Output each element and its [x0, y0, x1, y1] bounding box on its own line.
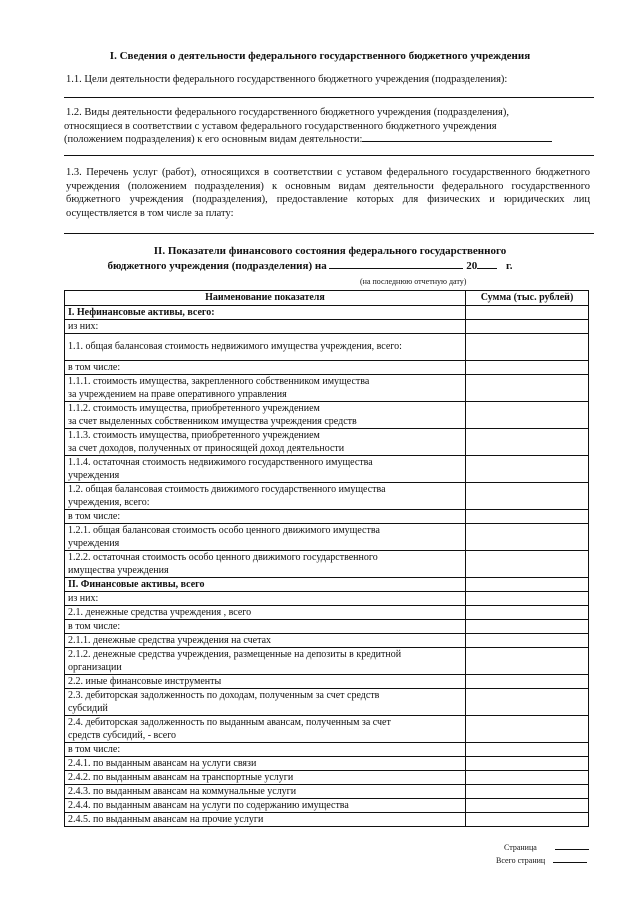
table-row [65, 771, 589, 785]
year-prefix: 20 [466, 260, 478, 272]
table-row [65, 456, 589, 483]
indicator-name-cell [65, 510, 466, 524]
table-header-row [65, 291, 589, 306]
indicator-name-cell [65, 361, 466, 375]
indicator-name-cell [65, 375, 466, 402]
indicator-name-cell [65, 306, 466, 320]
indicator-name-cell [65, 592, 466, 606]
sum-value-cell[interactable] [466, 689, 589, 716]
indicator-name-line: за счет выделенных собственником имущества учреждения средств [68, 416, 357, 427]
sum-value-cell[interactable] [466, 402, 589, 429]
footer-page [504, 843, 589, 852]
footer-page-fill [555, 849, 589, 850]
indicator-name-line: учреждения, всего: [68, 497, 150, 508]
indicator-name-line: 1.1.1. стоимость имущества, закрепленного собственником имущества [68, 376, 370, 387]
footer-total-label: Всего страниц [496, 856, 546, 865]
indicator-name-line: 2.4.3. по выданным авансам на коммунальные услуги [68, 786, 297, 797]
section1-title: I. Сведения о деятельности федерального государственного бюджетного учреждения [109, 50, 531, 62]
sum-value-cell[interactable] [466, 592, 589, 606]
indicator-name-line: 2.1.2. денежные средства учреждения, размещенные на депозиты в кредитной [68, 649, 402, 660]
sum-value-cell[interactable] [466, 429, 589, 456]
table-row [65, 510, 589, 524]
indicator-name-cell [65, 620, 466, 634]
sum-value-cell[interactable] [466, 456, 589, 483]
paragraph-1-2 [66, 106, 592, 147]
footer-total-fill [553, 862, 587, 863]
indicator-name-line: 2.4. дебиторская задолженность по выданным авансам, полученным за счет [68, 717, 391, 728]
indicator-name-line: организации [68, 662, 122, 673]
paragraph-1-1: 1.1. Цели деятельности федерального государственного бюджетного учреждения (подразделения): [66, 74, 508, 85]
sum-value-cell[interactable] [466, 361, 589, 375]
indicator-name-line: имущества учреждения [68, 565, 169, 576]
indicator-name-cell [65, 716, 466, 743]
year-fill-line [477, 268, 497, 269]
indicator-name-line: II. Финансовые активы, всего [68, 579, 205, 590]
indicator-name-line: 2.2. иные финансовые инструменты [68, 676, 222, 687]
table-row [65, 799, 589, 813]
table-row [65, 606, 589, 620]
date-caption: (на последнюю отчетную дату) [360, 277, 467, 286]
table-row [65, 592, 589, 606]
table-row [65, 675, 589, 689]
indicator-name-line: 1.2.2. остаточная стоимость особо ценного движимого государственного [68, 552, 378, 563]
section2-title-line1: II. Показатели финансового состояния федерального государственного [153, 245, 507, 257]
table-row [65, 306, 589, 320]
indicator-name-line: 2.1. денежные средства учреждения , всего [68, 607, 252, 618]
financial-indicators-table [64, 290, 589, 827]
indicator-name-line: 1.1.4. остаточная стоимость недвижимого государственного имущества [68, 457, 373, 468]
paragraph-1-2-line-c [64, 133, 592, 147]
indicator-name-cell [65, 757, 466, 771]
indicator-name-line: 1.1.3. стоимость имущества, приобретенного учреждением [68, 430, 320, 441]
sum-value-cell[interactable] [466, 620, 589, 634]
paragraph-1-2-line-a: 1.2. Виды деятельности федерального государственного бюджетного учреждения (подразделения), [66, 107, 509, 118]
indicator-name-cell [65, 334, 466, 361]
indicator-name-line: 2.3. дебиторская задолженность по доходам, полученным за счет средств [68, 690, 380, 701]
date-fill-line [329, 268, 463, 269]
indicator-name-line: 1.2.1. общая балансовая стоимость особо ценного движимого имущества [68, 525, 380, 536]
table-row [65, 551, 589, 578]
sum-value-cell[interactable] [466, 606, 589, 620]
sum-value-cell[interactable] [466, 320, 589, 334]
sum-value-cell[interactable] [466, 551, 589, 578]
indicator-name-cell [65, 551, 466, 578]
table-row [65, 813, 589, 827]
indicator-name-cell [65, 689, 466, 716]
indicator-name-line: учреждения [68, 538, 120, 549]
table-row [65, 689, 589, 716]
indicator-name-line: в том числе: [68, 511, 121, 522]
table-row [65, 757, 589, 771]
indicator-name-line: в том числе: [68, 744, 121, 755]
table-row [65, 402, 589, 429]
sum-value-cell[interactable] [466, 757, 589, 771]
table-row [65, 320, 589, 334]
indicator-name-line: 2.4.2. по выданным авансам на транспортные услуги [68, 772, 294, 783]
table-row [65, 620, 589, 634]
indicator-name-line: I. Нефинансовые активы, всего: [68, 307, 215, 318]
section2-title [0, 244, 640, 274]
indicator-name-line: из них: [68, 321, 99, 332]
fill-line-1-3 [64, 233, 594, 234]
indicator-name-line: 2.4.5. по выданным авансам на прочие услуги [68, 814, 264, 825]
sum-value-cell[interactable] [466, 799, 589, 813]
footer-total [496, 856, 587, 865]
table-body [65, 306, 589, 827]
paragraph-1-2-line-c-text: (положением подразделения) к его основным видам деятельности: [64, 134, 363, 145]
sum-value-cell[interactable] [466, 716, 589, 743]
indicator-name-line: в том числе: [68, 362, 121, 373]
col-header-sum: Сумма (тыс. рублей) [466, 291, 589, 306]
indicator-name-line: из них: [68, 593, 99, 604]
sum-value-cell[interactable] [466, 524, 589, 551]
paragraph-1-2-line-b: относящиеся в соответствии с уставом федерального государственного бюджетного учреждения [64, 120, 497, 132]
table-row [65, 578, 589, 592]
indicator-name-cell [65, 606, 466, 620]
section2-title-line2-text: бюджетного учреждения (подразделения) на [107, 260, 327, 272]
indicator-name-line: 2.4.4. по выданным авансам на услуги по содержанию имущества [68, 800, 349, 811]
sum-value-cell[interactable] [466, 648, 589, 675]
indicator-name-cell [65, 813, 466, 827]
col-header-name: Наименование показателя [65, 291, 466, 306]
indicator-name-cell [65, 483, 466, 510]
indicator-name-cell [65, 320, 466, 334]
indicator-name-line: 1.2. общая балансовая стоимость движимого государственного имущества [68, 484, 386, 495]
indicator-name-cell [65, 524, 466, 551]
sum-value-cell[interactable] [466, 634, 589, 648]
indicator-name-line: субсидий [68, 703, 108, 714]
table-row [65, 648, 589, 675]
indicator-name-cell [65, 578, 466, 592]
indicator-name-line: 2.1.1. денежные средства учреждения на счетах [68, 635, 272, 646]
table-row [65, 785, 589, 799]
indicator-name-cell [65, 456, 466, 483]
table-row [65, 743, 589, 757]
sum-value-cell[interactable] [466, 578, 589, 592]
indicator-name-line: за учреждением на праве оперативного управления [68, 389, 287, 400]
indicator-name-cell [65, 648, 466, 675]
indicator-name-line: 1.1.2. стоимость имущества, приобретенного учреждением [68, 403, 320, 414]
paragraph-1-3: 1.3. Перечень услуг (работ), относящихся в соответствии с уставом федерального государственного бюджетного учреждения (положением подразделения) к основным видам деятельности федерального государственного бюджетного учреждения (подразделения), предоставление которых для физических и юридических лиц осуществляется в том числе за плату: [66, 167, 590, 219]
indicator-name-cell [65, 799, 466, 813]
indicator-name-cell [65, 675, 466, 689]
sum-value-cell[interactable] [466, 813, 589, 827]
sum-value-cell[interactable] [466, 306, 589, 320]
fill-line-1-1 [64, 97, 594, 98]
indicator-name-cell [65, 634, 466, 648]
year-suffix: г. [505, 260, 513, 272]
sum-value-cell[interactable] [466, 771, 589, 785]
table-row [65, 716, 589, 743]
indicator-name-line: средств субсидий, - всего [68, 730, 177, 741]
indicator-name-line: за счет доходов, полученных от приносящей доход деятельности [68, 443, 345, 454]
indicator-name-cell [65, 743, 466, 757]
indicator-name-line: учреждения [68, 470, 120, 481]
indicator-name-line: 2.4.1. по выданным авансам на услуги связи [68, 758, 257, 769]
fill-line-1-2 [362, 141, 552, 142]
table-row [65, 429, 589, 456]
indicator-name-cell [65, 771, 466, 785]
table-row [65, 334, 589, 361]
sum-value-cell[interactable] [466, 483, 589, 510]
table-row [65, 361, 589, 375]
table-row [65, 524, 589, 551]
footer-page-label: Страница [504, 843, 537, 852]
fill-line-1-2-b [64, 155, 594, 156]
indicator-name-cell [65, 402, 466, 429]
table-row [65, 375, 589, 402]
sum-value-cell[interactable] [466, 785, 589, 799]
indicator-name-cell [65, 429, 466, 456]
sum-value-cell[interactable] [466, 375, 589, 402]
table-row [65, 483, 589, 510]
indicator-name-line: 1.1. общая балансовая стоимость недвижимого имущества учреждения, всего: [68, 341, 402, 352]
sum-value-cell[interactable] [466, 743, 589, 757]
sum-value-cell[interactable] [466, 675, 589, 689]
sum-value-cell[interactable] [466, 334, 589, 361]
indicator-name-line: в том числе: [68, 621, 121, 632]
indicator-name-cell [65, 785, 466, 799]
sum-value-cell[interactable] [466, 510, 589, 524]
table-row [65, 634, 589, 648]
section2-title-line2 [0, 259, 630, 274]
